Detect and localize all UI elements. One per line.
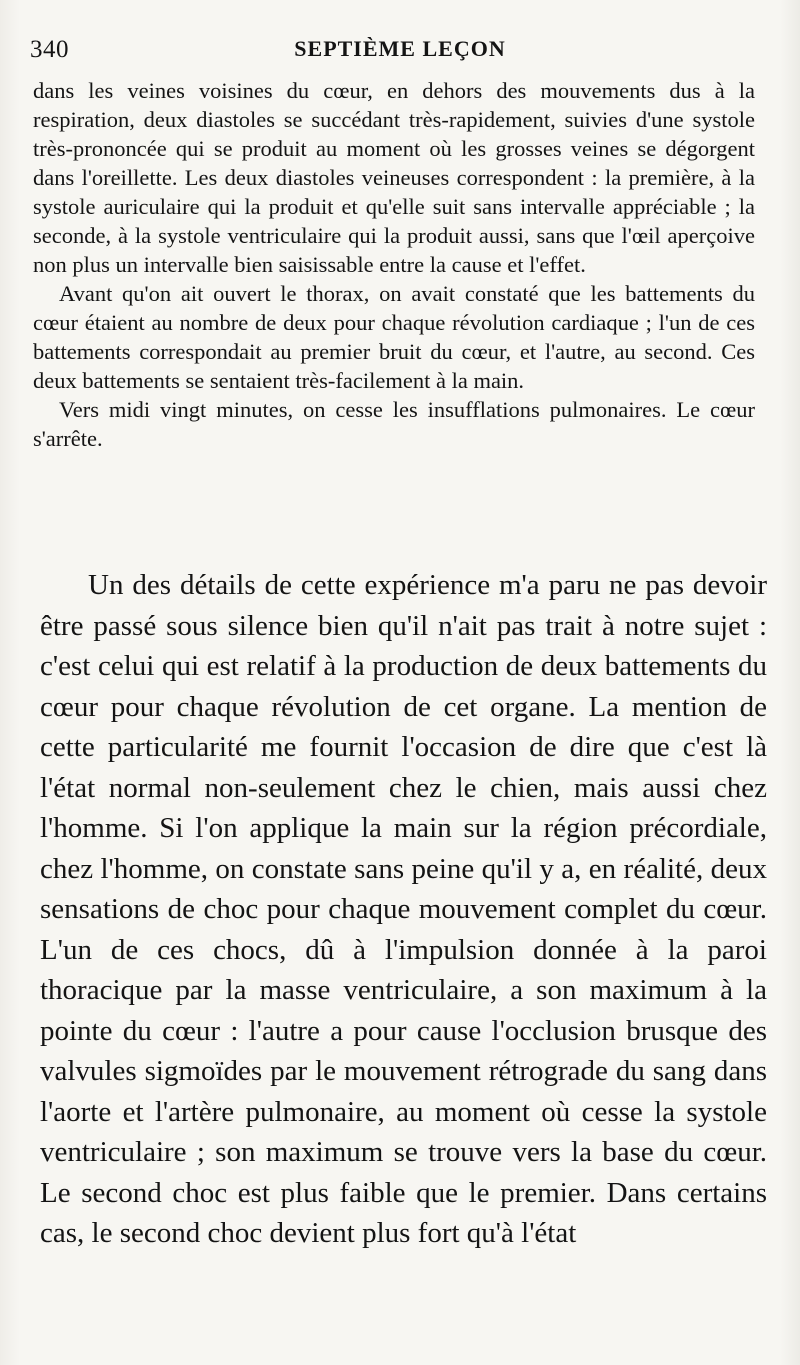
running-head bbox=[30, 30, 770, 70]
page-number: 340 bbox=[30, 36, 69, 63]
small-print-section bbox=[33, 76, 755, 453]
small-paragraph-continuation: dans les veines voisines du cœur, en dehors des mouvements dus à la respiration, deux diastoles se succédant très-rapidement, suivies d'une systole très-prononcée qui se produit au moment où les grosses veines se dégorgent dans l'oreillette. Les deux diastoles veineuses correspondent : la première, à la systole auriculaire qui la produit et qu'elle suit sans intervalle appréciable ; la seconde, à la systole ventriculaire qui la produit aussi, sans que l'œil aperçoive non plus un intervalle bien saisissable entre la cause et l'effet. bbox=[33, 78, 755, 277]
main-text-section bbox=[40, 565, 767, 1254]
running-title: SEPTIÈME LEÇON bbox=[294, 36, 506, 61]
small-paragraph-insufflations: Vers midi vingt minutes, on cesse les insufflations pulmonaires. Le cœur s'arrête. bbox=[33, 397, 755, 451]
main-paragraph: Un des détails de cette expérience m'a paru ne pas devoir être passé sous silence bien qu'il n'ait pas trait à notre sujet : c'est celui qui est relatif à la production de deux battements du cœur pour chaque révolution de cet organe. La mention de cette particularité me fournit l'occasion de dire que c'est là l'état normal non-seulement chez le chien, mais aussi chez l'homme. Si l'on applique la main sur la région précordiale, chez l'homme, on constate sans peine qu'il y a, en réalité, deux sensations de choc pour chaque mouvement complet du cœur. L'un de ces chocs, dû à l'impulsion donnée à la paroi thoracique par la masse ventriculaire, a son maximum à la pointe du cœur : l'autre a pour cause l'occlusion brusque des valvules sigmoïdes par le mouvement rétrograde du sang dans l'aorte et l'artère pulmonaire, au moment où cesse la systole ventriculaire ; son maximum se trouve vers la base du cœur. Le second choc est plus faible que le premier. Dans certains cas, le second choc devient plus fort qu'à l'état bbox=[40, 569, 767, 1249]
small-paragraph-thorax: Avant qu'on ait ouvert le thorax, on avait constaté que les battements du cœur étaient au nombre de deux pour chaque révolution cardiaque ; l'un de ces battements correspondait au premier bruit du cœur, et l'autre, au second. Ces deux battements se sentaient très-facilement à la main. bbox=[33, 281, 755, 393]
